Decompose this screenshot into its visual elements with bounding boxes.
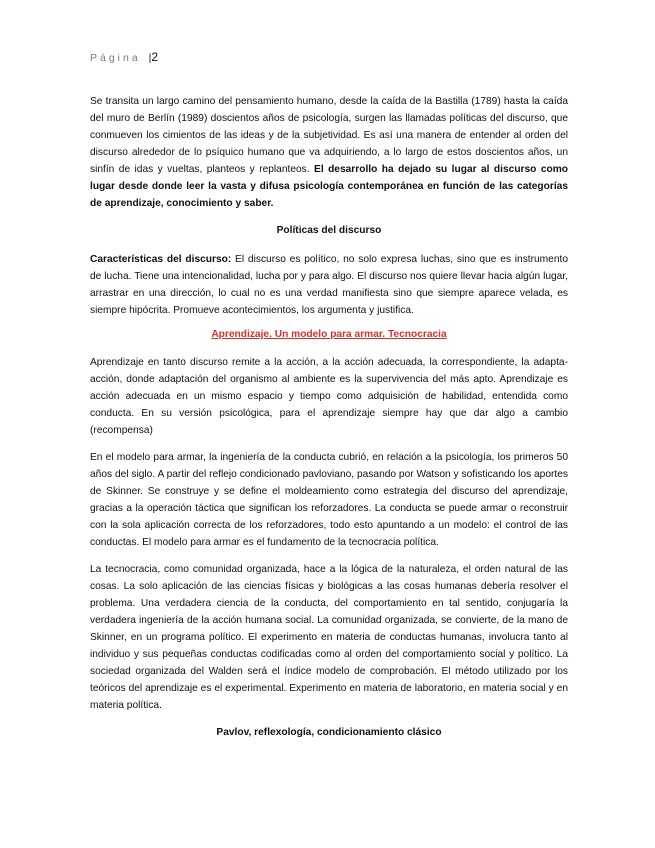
document-body <box>90 93 568 753</box>
page-separator: | <box>148 52 152 64</box>
intro-text: Se transita un largo camino del pensamiento humano, desde la caída de la Bastilla (1789) hasta la caída del muro de Berlín (1989) doscientos años de psicología, surgen las llamadas políticas del discurso, que conmueven los cimientos de las ideas y de la subjetividad. Es así una manera de entender al orden del discurso alrededor de lo psíquico humano que va adquiriendo, a lo largo de estos doscientos años, un sinfín de idas y vueltas, planteos y replanteos. <box>90 96 568 175</box>
section-heading-aprendizaje: Aprendizaje. Un modelo para armar. Tecnocracia <box>211 329 447 340</box>
tecnocracia-paragraph: La tecnocracia, como comunidad organizada, hace a la lógica de la naturaleza, el orden natural de las cosas. La solo aplicación de las ciencias físicas y biológicas a las cosas humanas debería resolver el problema. Una verdadera ciencia de la conducta, del comportamiento en tal sentido, conjugaría la verdadera ingeniería de la acción humana social. La comunidad organizada, se convierte, de la mano de Skinner, en un programa político. El experimento en materia de conductas humanas, involucra tanto al individuo y sus pequeñas conductas codificadas como al orden del comportamiento social y político. La sociedad organizada del Walden será el índice modelo de comprobación. El método utilizado por los teóricos del aprendizaje es el experimental. Experimento en materia de laboratorio, en materia social y en materia política. <box>90 564 568 711</box>
intro-paragraph <box>90 93 568 212</box>
page-header <box>90 50 158 64</box>
section-heading-politicas: Políticas del discurso <box>276 225 382 236</box>
page-number: 2 <box>151 50 159 64</box>
caracteristicas-paragraph <box>90 251 568 319</box>
intro-bold-text: El desarrollo ha dejado su lugar al discurso como lugar desde donde leer la vasta y difusa psicología contemporánea en función de las categorías de aprendizaje, conocimiento y saber. <box>90 164 568 209</box>
modelo-paragraph: En el modelo para armar, la ingeniería de la conducta cubrió, en relación a la psicología, los primeros 50 años del siglo. A partir del reflejo condicionado pavloviano, pasando por Watson y sofisticando los aportes de Skinner. Se construye y se define el moldeamiento como estrategia del discurso del aprendizaje, gracias a la operación táctica que significan los reforzadores. La conducta se puede armar o reconstruir con la sola aplicación correcta de los reforzadores, todo esto apuntando a un modelo: el control de las conductas. El modelo para armar es el fundamento de la tecnocracia política. <box>90 452 568 548</box>
caracteristicas-text: El discurso es político, no solo expresa luchas, sino que es instrumento de lucha. Tiene una intencionalidad, lucha por y para algo. El discurso nos quiere llevar hacia algún lugar, arrastrar en una dirección, lo cual no es una verdad manifiesta sino que siempre aparece velada, es siempre hipócrita. Promueve acontecimientos, los argumenta y justifica. <box>90 254 568 316</box>
caracteristicas-label: Características del discurso: <box>90 254 232 265</box>
page-label: Página <box>90 52 141 64</box>
aprendizaje-paragraph: Aprendizaje en tanto discurso remite a la acción, a la acción adecuada, la correspondiente, la adapta-acción, donde adaptación del organismo al ambiente es la supervivencia del más apto. Aprendizaje es acción adecuada en un mismo espacio y tiempo como adquisición de habilidad, entendida como conducta. En su versión psicológica, para el aprendizaje siempre hay que dar algo a cambio (recompensa) <box>90 357 568 436</box>
section-heading-pavlov: Pavlov, reflexología, condicionamiento clásico <box>216 727 442 738</box>
